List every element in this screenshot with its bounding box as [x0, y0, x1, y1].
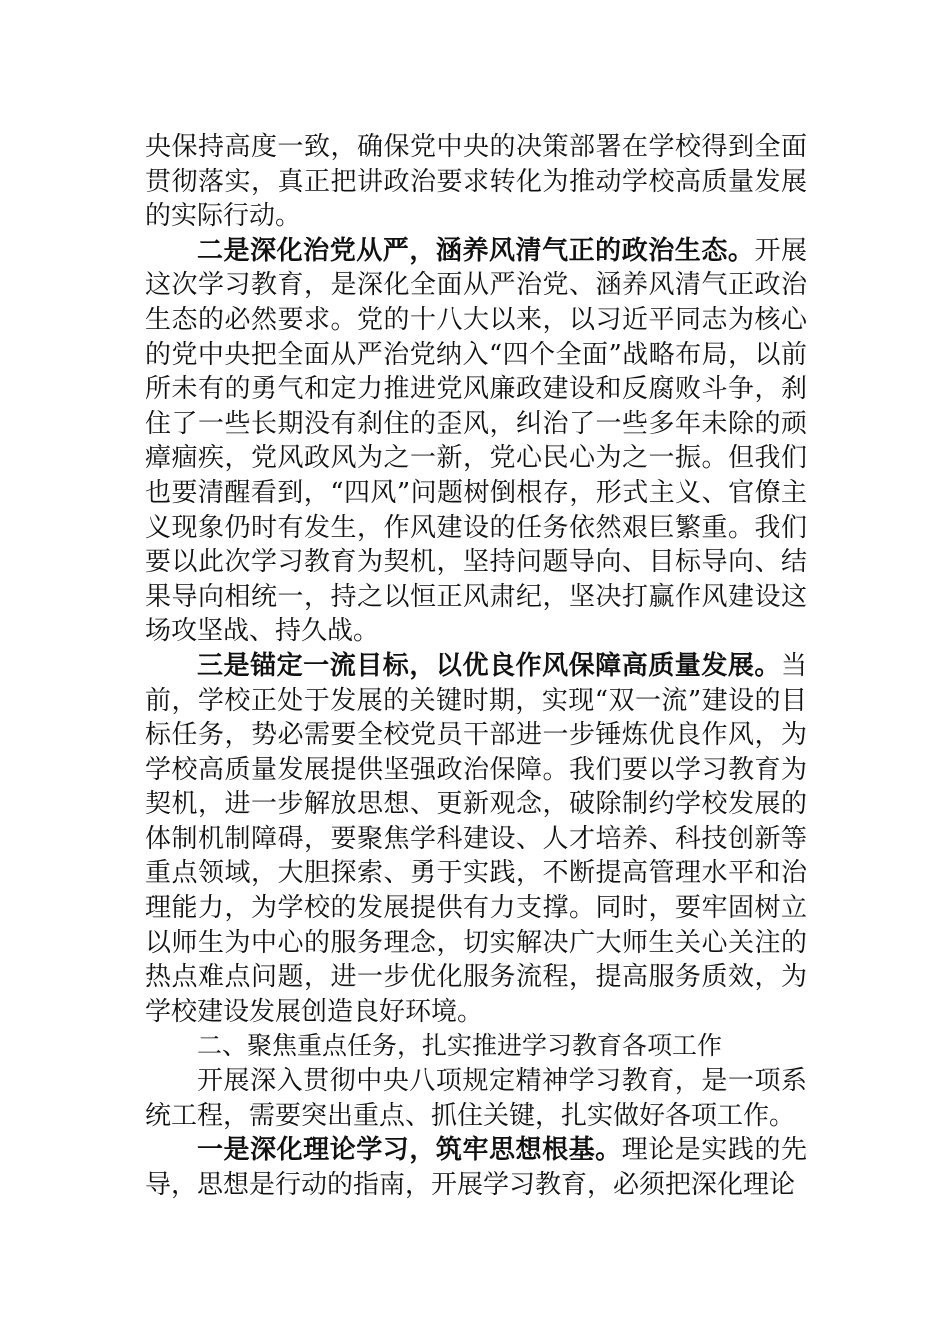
paragraph-point-one [145, 1133, 807, 1202]
paragraph-lead-sentence: 一是深化理论学习，筑牢思想根基。 [197, 1135, 622, 1166]
paragraph-text: 开展深入贯彻中央八项规定精神学习教育，是一项系统工程，需要突出重点、抓住关键，扎实做好各项工作。 [145, 1066, 807, 1131]
paragraph-lead-sentence: 三是锚定一流目标，以优良作风保障高质量发展。 [197, 650, 781, 681]
paragraph-section-intro [145, 1064, 807, 1133]
document-body [145, 130, 807, 1202]
section-heading: 二、聚焦重点任务，扎实推进学习教育各项工作 [197, 1031, 723, 1061]
paragraph-text: 开展这次学习教育，是深化全面从严治党、涵养风清气正政治生态的必然要求。党的十八大以来，以习近平同志为核心的党中央把全面从严治党纳入“四个全面”战略布局，以前所未有的勇气和定力推进党风廉政建设和反腐败斗争，刹住了一些长期没有刹住的歪风，纠治了一些多年未除的顽瘴痼疾，党风政风为之一新，党心民心为之一振。但我们也要清醒看到，“四风”问题树倒根存，形式主义、官僚主义现象仍时有发生，作风建设的任务依然艰巨繁重。我们要以此次学习教育为契机，坚持问题导向、目标导向、结果导向相统一，持之以恒正风肃纪，坚决打赢作风建设这场攻坚战、持久战。 [145, 235, 807, 647]
paragraph-point-three [145, 649, 807, 1030]
paragraph-text: 理论是实践的先导，思想是行动的指南，开展学习教育，必须把深化理论 [145, 1135, 807, 1200]
paragraph-continuation [145, 130, 807, 234]
paragraph-text: 当前，学校正处于发展的关键时期，实现“双一流”建设的目标任务，势必需要全校党员干部进一步锤炼优良作风，为学校高质量发展提供坚强政治保障。我们要以学习教育为契机，进一步解放思想、更新观念，破除制约学校发展的体制机制障碍，要聚焦学科建设、人才培养、科技创新等重点领域，大胆探索、勇于实践，不断提高管理水平和治理能力，为学校的发展提供有力支撑。同时，要牢固树立以师生为中心的服务理念，切实解决广大师生关心关注的热点难点问题，进一步优化服务流程，提高服务质效，为学校建设发展创造良好环境。 [145, 650, 807, 1027]
paragraph-text: 央保持高度一致，确保党中央的决策部署在学校得到全面贯彻落实，真正把讲政治要求转化为推动学校高质量发展的实际行动。 [145, 132, 807, 232]
paragraph-lead-sentence: 二是深化治党从严，涵养风清气正的政治生态。 [197, 235, 755, 266]
paragraph-point-two [145, 234, 807, 649]
